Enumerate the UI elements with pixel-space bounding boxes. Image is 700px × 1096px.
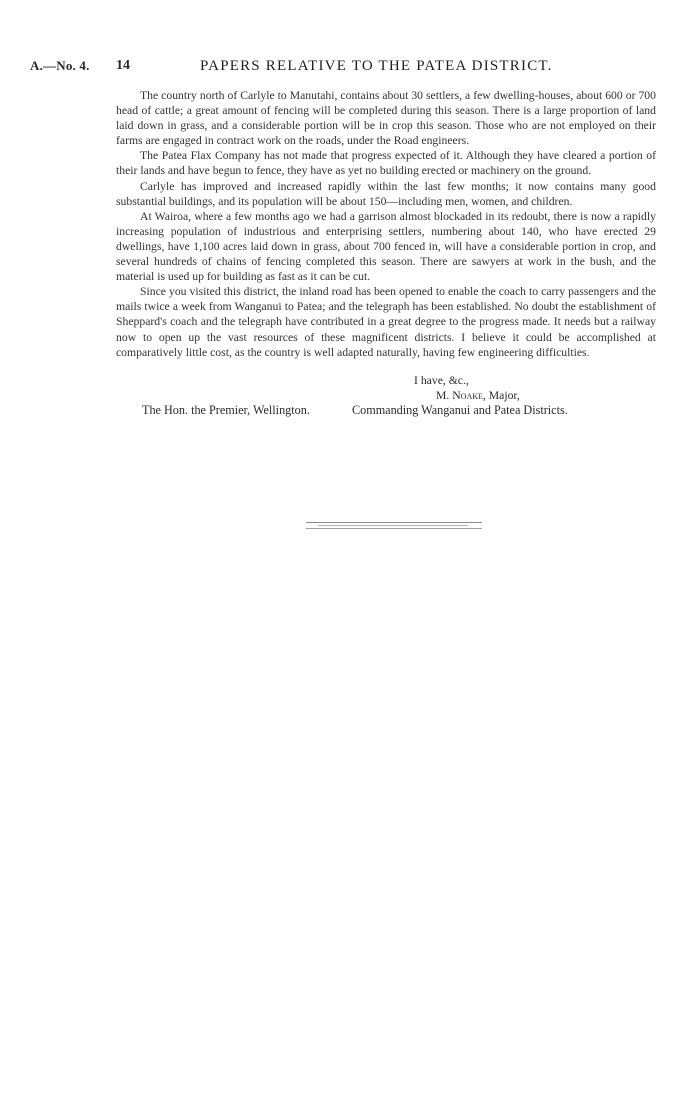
signature-block <box>436 388 520 403</box>
page-number: 14 <box>116 58 130 73</box>
closing-line: I have, &c., <box>414 374 469 387</box>
end-rule <box>306 528 482 529</box>
end-rule <box>306 522 482 523</box>
end-rule <box>318 525 468 526</box>
document-reference: A.—No. 4. <box>30 58 90 73</box>
addressee: The Hon. the Premier, Wellington. <box>142 403 310 417</box>
signer-name: M. Noake, <box>436 389 486 402</box>
paragraph: At Wairoa, where a few months ago we had a garrison almost blockaded in its redoubt, there is now a rapidly increasing population of industrious and enterprising settlers, numbering about 140, who have erected 29 dwellings, have 1,100 acres laid down in grass, about 700 fenced in, will have a considerable portion in crop, and several hundreds of chains of fencing completed this season. There are sawyers at work in the bush, and the material is used up for building as fast as it can be cut. <box>116 209 656 284</box>
paragraph: Since you visited this district, the inland road has been opened to enable the coach to carry passengers and the mails twice a week from Wanganui to Patea; and the telegraph has been established. No doubt the establishment of Sheppard's coach and the telegraph have contributed in a great degree to the progress made. It needs but a railway now to open up the vast resources of these magnificent districts. I believe it could be accomplished at comparatively little cost, as the country is well adapted naturally, having few engineering difficulties. <box>116 285 656 359</box>
page-title: PAPERS RELATIVE TO THE PATEA DISTRICT. <box>200 58 553 74</box>
paragraph: The Patea Flax Company has not made that progress expected of it. Although they have cleared a portion of their lands and have begun to fence, they have as yet no building erected or machinery on the ground. <box>116 149 656 178</box>
letter-body <box>116 88 656 360</box>
paragraph: The country north of Carlyle to Manutahi, contains about 30 settlers, a few dwelling-houses, about 600 or 700 head of cattle; a great amount of fencing will be completed during this season. There is a large proportion of land laid down in grass, and a considerable portion will be in crop this season. Those who are not employed on their farms are engaged in contract work on the roads, under the Road engineers. <box>116 89 656 148</box>
signer-rank: Major, <box>488 389 520 402</box>
page-header <box>30 58 670 78</box>
paragraph: Carlyle has improved and increased rapidly within the last few months; it now contains many good substantial buildings, and its population will be about 150—including men, women, and children. <box>116 179 656 208</box>
signer-command: Commanding Wanganui and Patea Districts. <box>352 403 568 417</box>
